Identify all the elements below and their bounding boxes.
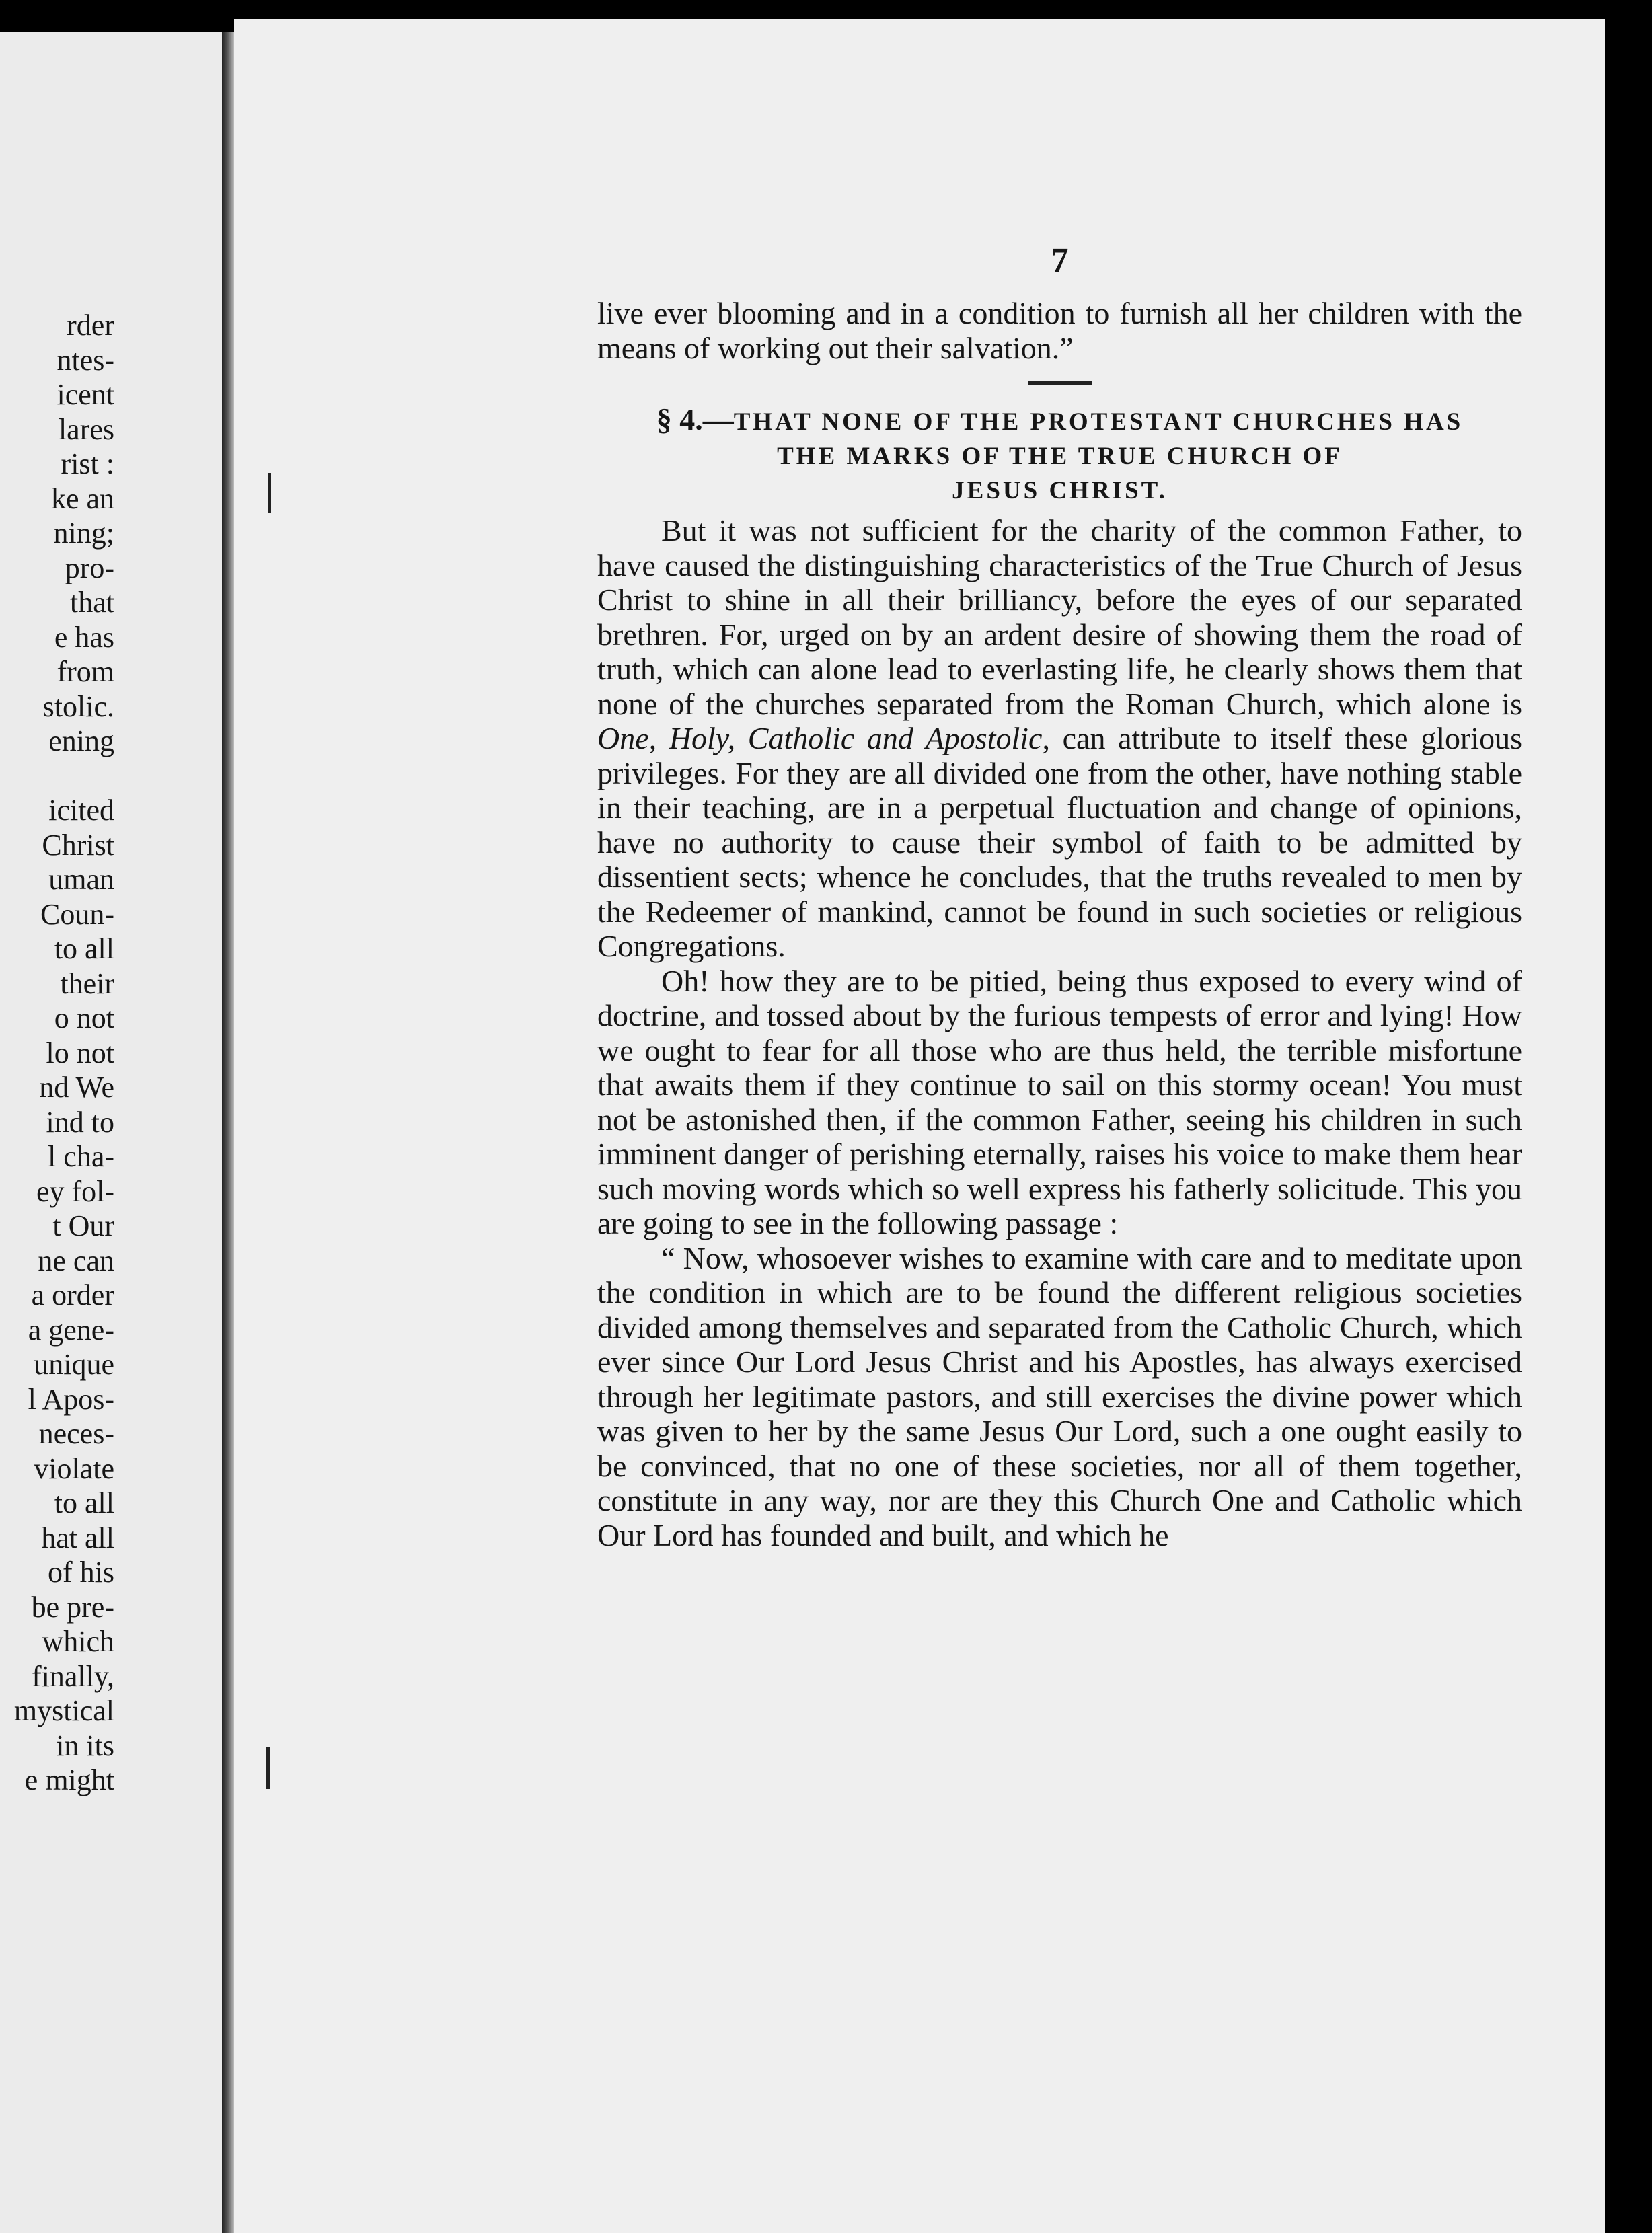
left-page-line: nd We — [39, 1071, 114, 1104]
left-page-line: violate — [34, 1451, 114, 1485]
left-page-line: unique — [34, 1348, 114, 1381]
left-page-line: e has — [54, 620, 114, 654]
left-page-line: l Apos- — [28, 1382, 114, 1416]
right-page — [234, 19, 1605, 2233]
left-page-line: rist : — [61, 447, 114, 480]
left-page-line: ind to — [46, 1105, 114, 1139]
left-page-line: t Our — [52, 1209, 114, 1242]
left-page-line: a order — [31, 1279, 114, 1312]
left-page-line: Christ — [42, 828, 114, 862]
paragraph: Oh! how they are to be pitied, being thus exposed to every wind of doctrine, and tossed about by the furious tempests of error and lying! How we ought to fear for all those who are thus held, the terrible misfortune that awaits them if they continue to sail on this stormy ocean! You must not be astonished then, if the common Father, seeing his children in such imminent danger of perishing eternally, raises his voice to make them hear such moving words which so well express his fatherly solicitude. This you are going to see in the following passage : — [597, 963, 1522, 1240]
left-page-line: neces- — [38, 1417, 114, 1450]
left-page-line: that — [70, 586, 114, 619]
left-page-line: ntes- — [57, 343, 114, 377]
page-content — [597, 241, 1522, 1552]
paragraph: “ Now, whosoever wishes to examine with care and to meditate upon the condition in which are to be found the different religious societies divided among themselves and separated from the Catholic Church, which ever since Our Lord Jesus Christ and his Apostles, has always exercised through her legitimate pastors, and still exercises the divine power which was given to her by the same Jesus Our Lord, such a one ought easily to be convinced, that no one of these societies, nor all of them together, constitute in any way, nor are they this Church One and Catholic which Our Lord has founded and built, and which he — [597, 1240, 1522, 1552]
left-page-line: lo not — [46, 1036, 114, 1069]
left-page-line: lares — [58, 412, 114, 446]
left-page-line: ning; — [53, 517, 114, 550]
page-number: 7 — [1051, 241, 1069, 280]
left-page-line: be pre- — [31, 1590, 114, 1624]
left-page-line: ening — [48, 724, 114, 757]
italic-phrase: One, Holy, Catholic and Apostolic — [597, 721, 1043, 755]
paragraph: But it was not sufficient for the charity of the common Father, to have caused the distinguishing characteristics of the True Church of Jesus Christ to shine in all their brilliancy, before the eyes of our separated brethren. For, urged on by an ardent desire of showing them the road of truth, which can alone lead to everlasting life, he clearly shows them that none of the churches separated from the Roman Church, which alone is One, Holy, Catholic and Apostolic, can attribute to itself these glorious privileges. For they are all divided one from the other, have nothing stable in their teaching, are in a perpetual fluctuation and change of opinions, have no authority to cause their symbol of faith to be admitted by dissentient sects; whence he concludes, that the truths revealed to men by the Redeemer of mankind, cannot be found in such societies or religious Congregations. — [597, 513, 1522, 963]
left-page-line: icited — [48, 794, 114, 827]
left-page-line: Coun- — [40, 897, 114, 931]
left-page-line: ke an — [50, 482, 114, 515]
left-page-line: uman — [48, 863, 114, 896]
left-page-edge — [0, 32, 229, 2233]
left-page-line: finally, — [32, 1659, 114, 1693]
section-heading-line-3: JESUS CHRIST. — [952, 477, 1168, 504]
left-page-line: o not — [54, 1001, 114, 1034]
left-page-line: e might — [24, 1764, 114, 1796]
left-page-line: to all — [54, 932, 114, 965]
left-page-line: ey fol- — [36, 1174, 114, 1208]
left-page-line: of his — [48, 1556, 114, 1589]
section-divider — [1028, 381, 1092, 385]
book-gutter — [222, 32, 235, 2233]
margin-mark — [266, 1747, 270, 1789]
left-page-line: hat all — [41, 1521, 114, 1554]
left-page-line: ne can — [38, 1244, 114, 1277]
section-number: § 4.— — [656, 402, 734, 437]
quote-continuation: live ever blooming and in a condition to furnish all her children with the means of working out their salvation.” — [597, 296, 1522, 365]
section-heading-line-1: § 4.—THAT NONE OF THE PROTESTANT CHURCHES HAS — [656, 402, 1464, 437]
left-page-line: which — [42, 1625, 114, 1658]
left-page-line: rder — [67, 309, 114, 342]
left-page-line: pro- — [65, 551, 114, 584]
left-page-line: to all — [54, 1486, 114, 1519]
left-page-line: icent — [57, 378, 114, 411]
left-page-line: their — [60, 967, 114, 1000]
left-page-line: from — [57, 655, 114, 688]
left-page-line: a gene- — [28, 1313, 114, 1347]
left-page-line: mystical — [13, 1694, 114, 1727]
margin-mark — [268, 473, 271, 513]
left-page-line: l cha- — [48, 1140, 114, 1173]
section-heading-line-2: THE MARKS OF THE TRUE CHURCH OF — [777, 443, 1343, 470]
left-page-line: stolic. — [42, 689, 114, 723]
left-page-line: in its — [56, 1729, 114, 1762]
section-heading — [597, 402, 1522, 508]
